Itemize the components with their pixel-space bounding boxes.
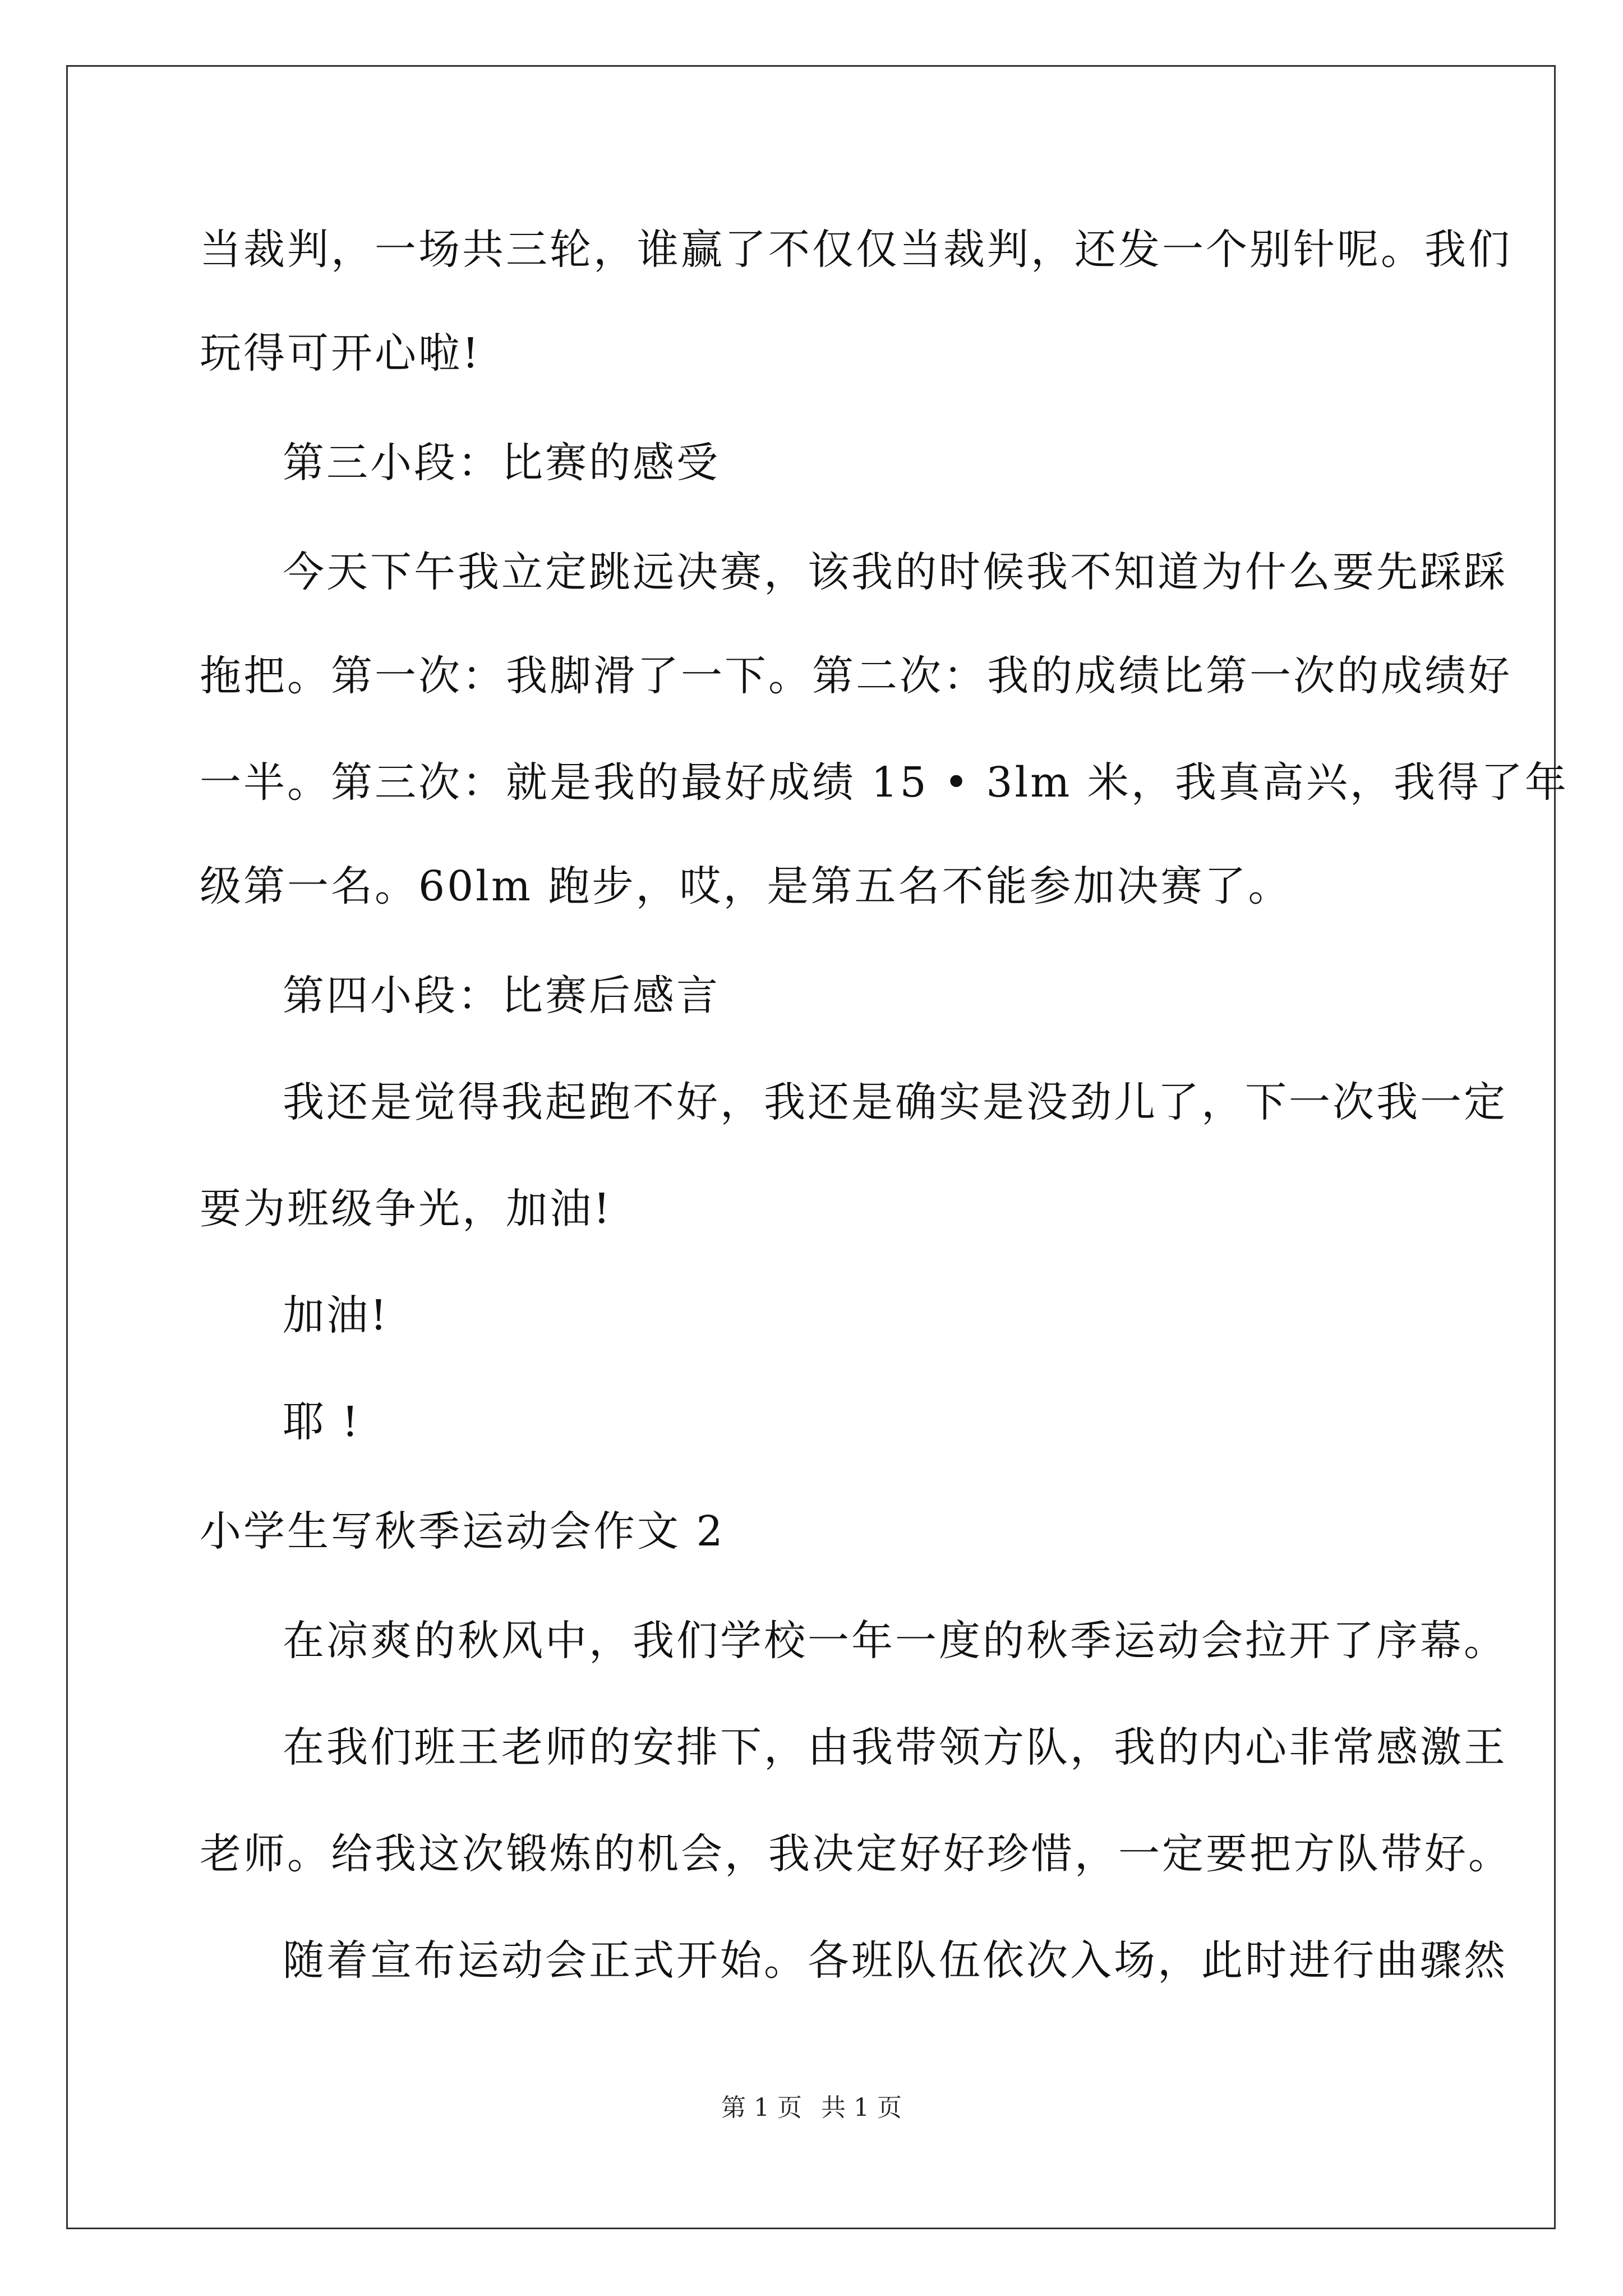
paragraph-line: 在我们班王老师的安排下，由我带领方队，我的内心非常感激王 [283,1723,1507,1772]
paragraph-line: 今天下午我立定跳远决赛，该我的时候我不知道为什么要先踩踩 [283,548,1507,596]
page-footer [0,2092,1623,2124]
paragraph-line: 当裁判，一场共三轮，谁赢了不仅仅当裁判，还发一个别针呢。我们 [200,226,1512,274]
paragraph-line: 在凉爽的秋风中，我们学校一年一度的秋季运动会拉开了序幕。 [283,1617,1507,1665]
paragraph-line: 级第一名。60lm 跑步，哎，是第五名不能参加决赛了。 [200,862,1292,910]
page-number-current: 第 1 页 [721,2093,802,2122]
paragraph-line: 我还是觉得我起跑不好，我还是确实是没劲儿了，下一次我一定 [283,1078,1507,1126]
section-heading: 第三小段：比赛的感受 [283,439,720,487]
paragraph-line: 拖把。第一次：我脚滑了一下。第二次：我的成绩比第一次的成绩好 [200,652,1512,700]
paragraph-line: 老师。给我这次锻炼的机会，我决定好好珍惜，一定要把方队带好。 [200,1830,1512,1878]
paragraph-line: 要为班级争光，加油! [200,1185,612,1233]
section-heading: 第四小段：比赛后感言 [283,972,720,1020]
paragraph-line: 玩得可开心啦! [200,329,481,378]
paragraph-line: 耶 ! [283,1398,361,1446]
article-title: 小学生写秋季运动会作文 2 [200,1507,725,1556]
paragraph-line: 随着宣布运动会正式开始。各班队伍依次入场，此时进行曲骤然 [283,1936,1507,1985]
paragraph-line: 加油! [283,1291,389,1340]
page-border [66,65,1556,2229]
page-number-total: 共 1 页 [821,2093,902,2122]
paragraph-line: 一半。第三次：就是我的最好成绩 15 • 3lm 米，我真高兴，我得了年 [200,758,1569,807]
